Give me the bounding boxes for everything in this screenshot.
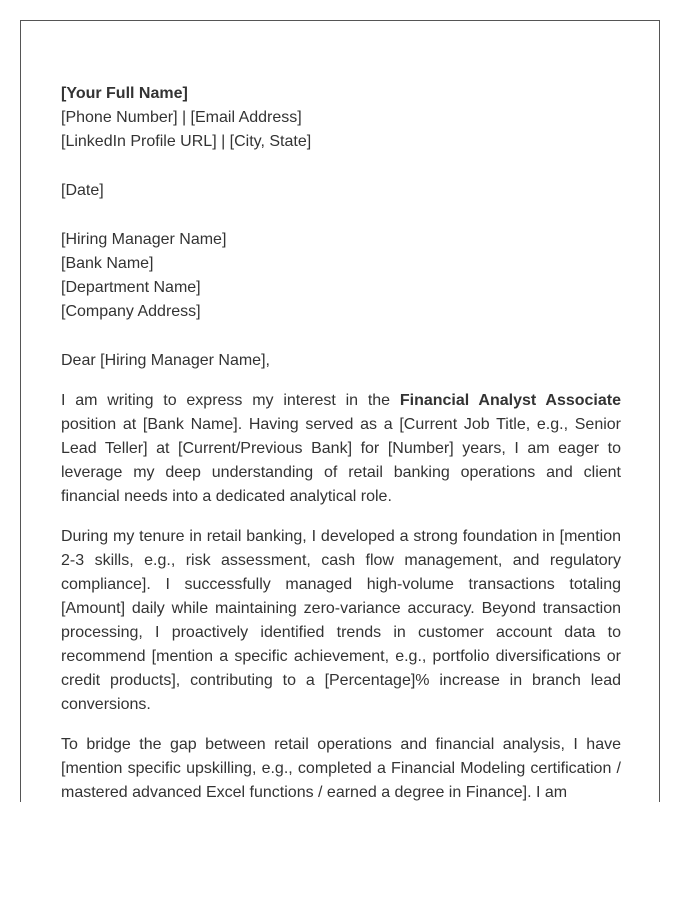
- job-title-highlight: Financial Analyst Associate: [399, 392, 621, 409]
- recipient-line-4: [Company Address]: [61, 303, 201, 320]
- recipient-line-3: [Department Name]: [61, 279, 201, 296]
- body-paragraph-2: During my tenure in retail banking, I developed a strong foundation in [mention 2-3 skills, e.g., risk assessment, cash flow management, and regulatory compliance]. I successfully managed high-volume transactions totaling [Amount] daily while maintaining zero-variance accuracy. Beyond transaction processing, I proactively identified trends in customer account data to recommend [mention a specific achievement, e.g., portfolio diversifications or credit products], contributing to a [Percentage]% increase in branch lead conversions.: [61, 528, 621, 713]
- body-paragraph-1: [61, 389, 621, 509]
- salutation: Dear [Hiring Manager Name],: [61, 352, 270, 369]
- spacer: [61, 509, 621, 525]
- letter-content: [61, 82, 621, 802]
- spacer: [61, 373, 621, 389]
- body-paragraph-3: To bridge the gap between retail operations and financial analysis, I have [mention specific upskilling, e.g., completed a Financial Modeling certification / mastered advanced Excel functions / earned a degree in Finance]. I am: [61, 736, 621, 801]
- spacer: [61, 717, 621, 733]
- sender-name: [Your Full Name]: [61, 85, 188, 102]
- spacer: [61, 203, 621, 228]
- letter-date: [Date]: [61, 182, 104, 199]
- spacer: [61, 324, 621, 349]
- sender-contact-line-2: [LinkedIn Profile URL] | [City, State]: [61, 133, 312, 150]
- paragraph-1-text-end: position at [Bank Name]. Having served as a [Current Job Title, e.g., Senior Lead Teller] at [Current/Previous Bank] for [Number] years, I am eager to leverage my deep understanding of retail banking operations and client financial needs into a dedicated analytical role.: [61, 416, 621, 505]
- sender-contact-line-1: [Phone Number] | [Email Address]: [61, 109, 302, 126]
- letter-page: [20, 20, 660, 802]
- recipient-line-1: [Hiring Manager Name]: [61, 231, 227, 248]
- recipient-line-2: [Bank Name]: [61, 255, 154, 272]
- paragraph-1-text-start: I am writing to express my interest in the: [61, 392, 400, 409]
- spacer: [61, 154, 621, 179]
